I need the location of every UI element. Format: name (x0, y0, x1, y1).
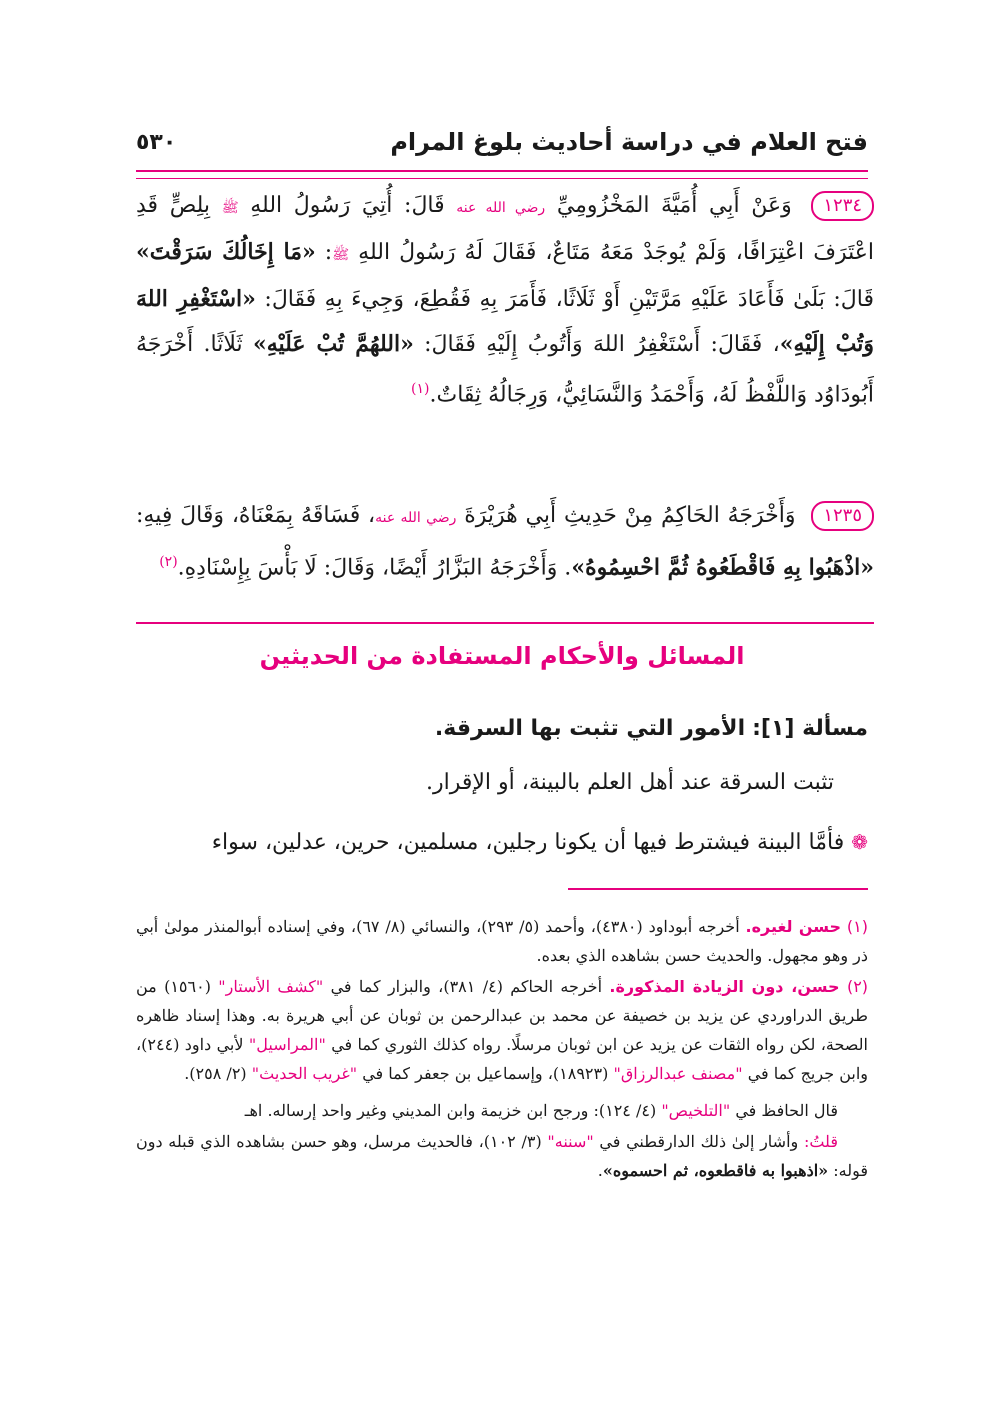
issue-heading (435, 716, 868, 741)
salla-symbol: ﷺ (221, 200, 239, 216)
radi-symbol: رضي الله عنه (456, 200, 546, 216)
prophet-quote: «اذهبوا به فاقطعوه، ثم احسموه» (602, 1161, 829, 1180)
footnote-1 (136, 912, 868, 970)
footnote-text: لأبي داود (٢٤٤)، وابن جريج كما في (136, 1035, 868, 1083)
qultu-label: قلتُ: (803, 1132, 838, 1151)
footnote-note-2 (136, 1127, 868, 1185)
footnotes (136, 912, 868, 1187)
footnote-ref[interactable]: (١) (411, 381, 430, 397)
footnote-ref[interactable]: (٢) (159, 554, 178, 570)
issue-text: الأمور التي تثبت بها السرقة. (434, 716, 746, 741)
hadith-grade: حسن، دون الزيادة المذكورة. (609, 977, 840, 996)
footnote-text: (١٥٦٠) من طريق الدراوردي عن يزيد بن خصيفة عن محمد بن عبدالرحمن بن ثوبان عن أبي هريرة به. وهذا إسناد ظاهره الصحة، لكن رواه الثقات عن يزيد عن ابن ثوبان مرسلًا. رواه كذلك الثوري كما في (136, 977, 868, 1054)
paragraph-text: فأمَّا البينة فيشترط فيها أن يكونا رجلين، مسلمين، حرين، عدلين، سواء (211, 830, 845, 855)
footnote-text: (٤/ ١٢٤): ورجح ابن خزيمة وابن المديني وغير واحد إرساله. اهـ (244, 1101, 657, 1120)
hadith-text: وَعَنْ أَبِي أُمَيَّةَ المَخْزُومِيِّ (556, 193, 792, 218)
paragraph-1: تثبت السرقة عند أهل العلم بالبينة، أو الإقرار. (425, 770, 834, 795)
source-title: "التلخيص" (661, 1101, 731, 1120)
source-title: "المراسيل" (248, 1035, 326, 1054)
page-header (136, 128, 868, 168)
hadith-number-badge: ١٢٣٥ (811, 501, 874, 531)
prophet-quote: «اذْهَبُوا بِهِ فَاقْطَعُوهُ ثُمَّ احْسِمُوهُ» (571, 554, 874, 581)
footnote-2 (136, 972, 868, 1088)
flower-icon: ❁ (851, 830, 868, 854)
source-title: "سننه" (547, 1132, 594, 1151)
footnote-text: أخرجه أبوداود (٤٣٨٠)، وأحمد (٥/ ٢٩٣)، والنسائي (٨/ ٦٧)، وفي إسناده أبوالمنذر مولىٰ أبي ذر وهو مجهول. والحديث حسن بشاهده الذي بعده. (136, 917, 868, 965)
paragraph-2 (136, 830, 868, 855)
hadith-text: ، فَسَاقَهُ بِمَعْنَاهُ، وَقَالَ فِيهِ: (136, 503, 376, 528)
hadith-1235 (136, 494, 874, 590)
footnote-text: قال الحافظ في (735, 1101, 838, 1120)
hadith-text: وَأَخْرَجَهُ الحَاكِمُ مِنْ حَدِيثِ أَبِي هُرَيْرَةَ (464, 503, 796, 528)
hadith-1234: ١٢٣٤ وَعَنْ أَبِي أُمَيَّةَ المَخْزُومِيِّ رضي الله عنه قَالَ: أُتِيَ رَسُولُ اللهِ ﷺ بِلِصٍّ قَدِ اعْتَرَفَ اعْتِرَافًا، وَلَمْ يُوجَدْ مَعَهُ مَتَاعٌ، فَقَالَ لَهُ رَسُولُ اللهِ ﷺ: «مَا إِخَالُكَ سَرَقْتَ» قَالَ: بَلَىٰ فَأَعَادَ عَلَيْهِ مَرَّتَيْنِ أَوْ ثَلَاثًا، فَأَمَرَ بِهِ فَقُطِعَ، وَجِيءَ بِهِ فَقَالَ: «اسْتَغْفِرِ اللهَ وَتُبْ إِلَيْهِ»، فَقَالَ: أَسْتَغْفِرُ اللهَ وَأَتُوبُ إِلَيْهِ فَقَالَ: «اللهُمَّ تُبْ عَلَيْهِ» ثَلَاثًا. أَخْرَجَهُ أَبُودَاوُد وَاللَّفْظُ لَهُ، وَأَحْمَدُ وَالنَّسَائِيُّ، وَرِجَالُهُ ثِقَاتٌ.$^{(١)}$ (136, 193, 875, 408)
hadith-number-badge: ١٢٣٤ (811, 191, 874, 221)
footnote-text: وأشار إلىٰ ذلك الدارقطني في (599, 1132, 799, 1151)
footnote-text: أخرجه الحاكم (٤/ ٣٨١)، والبزار كما في (330, 977, 603, 996)
book-title: فتح العلام في دراسة أحاديث بلوغ المرام (390, 128, 868, 156)
salla-symbol: ﷺ (332, 247, 350, 263)
issue-label: مسألة [١]: (752, 716, 868, 741)
footnote-text: . (597, 1161, 603, 1180)
prophet-quote: «اسْتَغْفِرِ اللهَ وَتُبْ إِلَيْهِ» (136, 286, 875, 357)
hadith-text: . وَأَخْرَجَهُ البَزَّارُ أَيْضًا، وَقَالَ: لَا بَأْسَ بِإِسْنَادِهِ. (177, 555, 572, 581)
footnote-text: (٢/ ٢٥٨). (184, 1064, 247, 1083)
prophet-quote: «مَا إِخَالُكَ سَرَقْتَ» (136, 239, 316, 265)
source-title: "غريب الحديث" (251, 1064, 358, 1083)
section-title: المسائل والأحكام المستفادة من الحديثين (259, 642, 745, 670)
footnote-divider (568, 888, 868, 890)
source-title: "مصنف عبدالرزاق" (613, 1064, 743, 1083)
header-divider (136, 170, 868, 179)
radi-symbol: رضي الله عنه (375, 510, 457, 526)
footnote-number: (١) (846, 917, 868, 936)
source-title: "كشف الأستار" (218, 977, 324, 996)
hadith-text: ثَلَاثًا. أَخْرَجَهُ أَبُودَاوُد وَاللَّفْظُ لَهُ، وَأَحْمَدُ وَالنَّسَائِيُّ، وَرِجَالُهُ ثِقَاتٌ. (136, 332, 874, 408)
hadith-text: قَالَ: أُتِيَ رَسُولُ اللهِ (250, 193, 445, 218)
footnote-text: (١٨٩٢٣)، وإسماعيل بن جعفر كما في (362, 1064, 609, 1083)
hadith-text: بِلِصٍّ قَدِ اعْتَرَفَ اعْتِرَافًا، وَلَمْ يُوجَدْ مَعَهُ مَتَاعٌ، فَقَالَ لَهُ رَسُولُ اللهِ (136, 193, 875, 265)
page-number: ٥٣٠ (136, 130, 177, 155)
hadith-text: قَالَ: بَلَىٰ فَأَعَادَ عَلَيْهِ مَرَّتَيْنِ أَوْ ثَلَاثًا، فَأَمَرَ بِهِ فَقُطِعَ، وَجِيءَ بِهِ فَقَالَ: (264, 287, 874, 312)
footnote-text: (٣/ ١٠٢)، فالحديث مرسل، وهو حسن بشاهده الذي قبله دون قوله: (136, 1132, 868, 1180)
section-divider (136, 622, 874, 624)
hadith-text: ، فَقَالَ: أَسْتَغْفِرُ اللهَ وَأَتُوبُ إِلَيْهِ فَقَالَ: (424, 332, 780, 357)
footnote-number: (٢) (846, 977, 869, 996)
prophet-quote: «اللهُمَّ تُبْ عَلَيْهِ» (252, 331, 414, 357)
footnote-note-1 (136, 1096, 868, 1125)
hadith-grade: حسن لغيره. (745, 917, 842, 936)
